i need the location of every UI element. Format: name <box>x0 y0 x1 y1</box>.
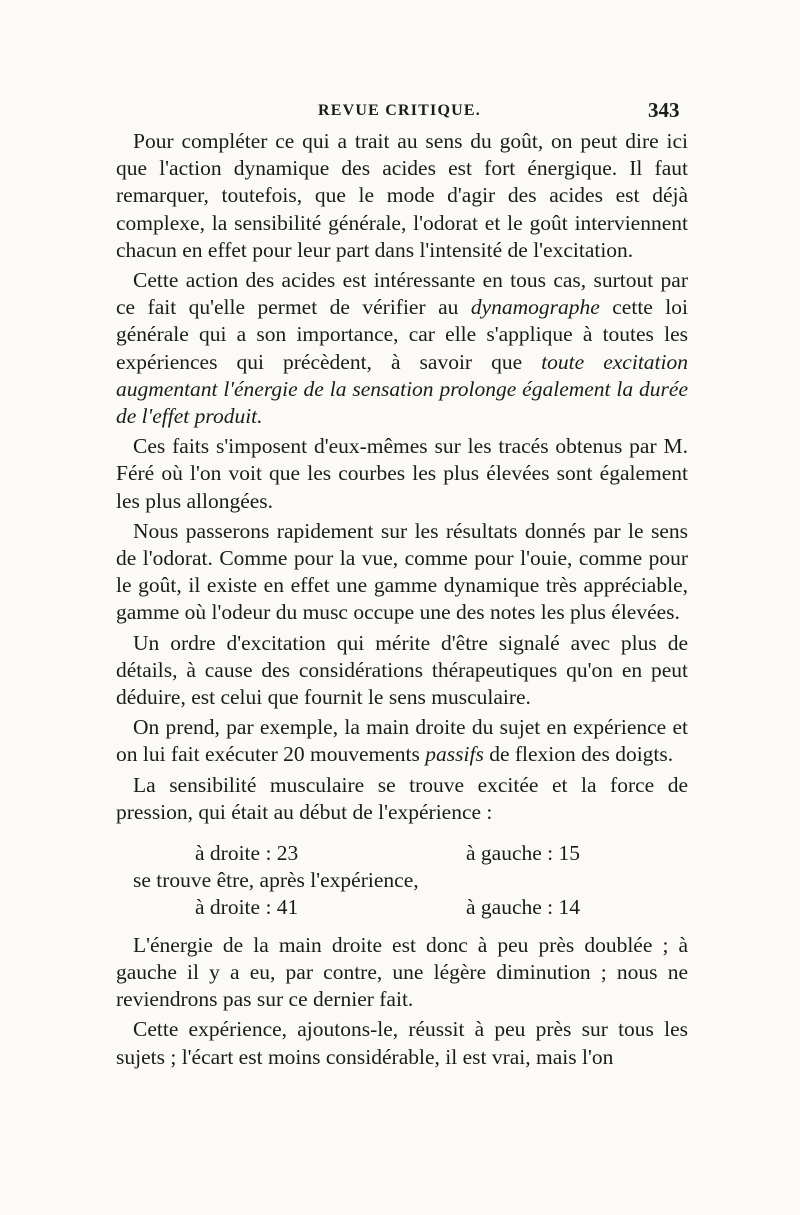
page-number: 343 <box>648 98 680 122</box>
paragraph-5: Un ordre d'excitation qui mérite d'être signalé avec plus de détails, à cause des considérations thérapeutiques qu'on en peut déduire, est celui que fournit le sens musculaire. <box>116 630 688 710</box>
body-text <box>116 128 688 1071</box>
paragraph-3: Ces faits s'imposent d'eux-mêmes sur les tracés obtenus par M. Féré où l'on voit que les courbes les plus élevées sont également les plus allongées. <box>116 434 688 513</box>
paragraph-7: La sensibilité musculaire se trouve excitée et la force de pression, qui était au début de l'expérience : <box>116 772 688 824</box>
after-left-hand: à gauche : 14 <box>466 895 581 920</box>
pressure-after-table <box>116 894 688 921</box>
table-spacer <box>116 826 688 840</box>
paragraph-2 <box>116 267 688 430</box>
paragraph-6-part-c: de flexion des doigts. <box>483 742 674 767</box>
paragraph-1: Pour compléter ce qui a trait au sens du goût, on peut dire ici que l'action dynamique des acides est fort énergique. Il faut remarquer, toutefois, que le mode d'agir des acides est déjà complexe, la sensibilité générale, l'odorat et le goût interviennent chacun en effet pour leur part dans l'intensité de l'excitation. <box>116 129 688 262</box>
pressure-before-table <box>116 840 688 867</box>
paragraph-2-part-c: cette loi générale qui a son importance, car elle s'applique à toutes les expériences qui précèdent, à savoir que <box>116 295 688 374</box>
law-statement: toute excitation augmentant l'énergie de la sensation prolonge également la durée de l'effet produit. <box>116 349 688 429</box>
paragraph-8: L'énergie de la main droite est donc à peu près doublée ; à gauche il y a eu, par contre, une légère diminution ; nous ne reviendrons pas sur ce dernier fait. <box>116 932 688 1012</box>
term-passifs: passifs <box>425 742 484 767</box>
between-line: se trouve être, après l'expérience, <box>133 868 419 893</box>
paragraph-4: Nous passerons rapidement sur les résultats donnés par le sens de l'odorat. Comme pour la vue, comme pour l'ouie, comme pour le goût, il existe en effet une gamme dynamique très appréciable, gamme où l'odeur du musc occupe une des notes les plus élevées. <box>116 518 688 625</box>
after-right-hand: à droite : 41 <box>195 895 299 920</box>
before-left-hand: à gauche : 15 <box>466 841 581 866</box>
paragraph-6 <box>116 714 688 768</box>
term-dynamographe: dynamographe <box>470 295 600 320</box>
table-row <box>116 840 688 867</box>
paragraph-6-part-a: On prend, par exemple, la main droite du sujet en expérience et on lui fait exécuter 20 mouvements <box>116 715 688 767</box>
table-row <box>116 894 688 921</box>
paragraph-9: Cette expérience, ajoutons-le, réussit à peu près sur tous les sujets ; l'écart est moins considérable, il est vrai, mais l'on <box>116 1017 688 1069</box>
running-head: REVUE CRITIQUE. <box>318 102 481 119</box>
paragraph-2-part-a: Cette action des acides est intéressante en tous cas, surtout par ce fait qu'elle permet de vérifier au <box>116 268 688 320</box>
page-header <box>0 98 800 128</box>
before-right-hand: à droite : 23 <box>195 841 299 866</box>
